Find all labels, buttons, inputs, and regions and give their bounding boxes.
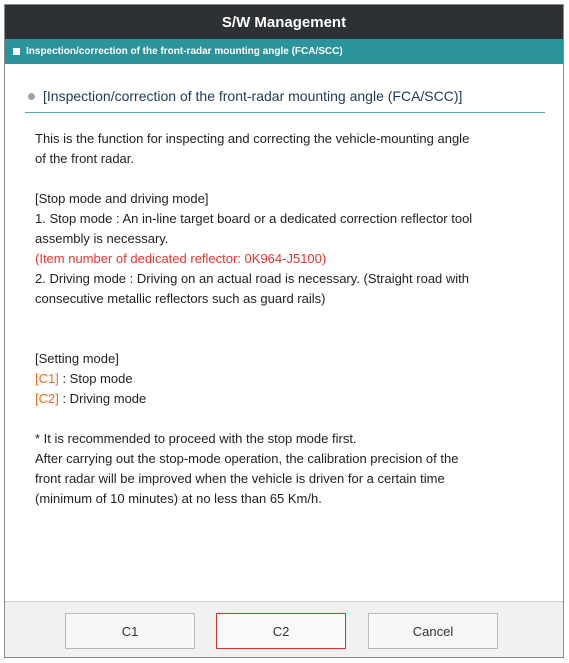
c2-key: [C2] xyxy=(35,391,59,406)
intro-line-2: of the front radar. xyxy=(35,151,135,166)
note-line-2: After carrying out the stop-mode operation, the calibration precision of the xyxy=(35,451,459,466)
dot-bullet-icon xyxy=(28,93,35,100)
setting-c1 xyxy=(35,369,545,389)
note-line-3: front radar will be improved when the vehicle is driven for a certain time xyxy=(35,471,445,486)
c1-desc: : Stop mode xyxy=(58,371,133,386)
driving-mode-line-1: 2. Driving mode : Driving on an actual road is necessary. (Straight road with xyxy=(35,271,470,286)
sw-management-dialog xyxy=(4,4,564,658)
modes-title: [Stop mode and driving mode] xyxy=(35,191,209,206)
button-bar xyxy=(5,601,563,657)
c2-desc: : Driving mode xyxy=(58,391,147,406)
cancel-button[interactable]: Cancel xyxy=(368,613,498,649)
c1-key: [C1] xyxy=(35,371,59,386)
content-area xyxy=(5,88,563,509)
stop-mode-line-1: 1. Stop mode : An in-line target board or a dedicated correction reflector tool xyxy=(35,211,473,226)
note-line-1: * It is recommended to proceed with the stop mode first. xyxy=(35,431,357,446)
setting-title: [Setting mode] xyxy=(35,351,119,366)
note-line-4: (minimum of 10 minutes) at no less than 65 Km/h. xyxy=(35,491,322,506)
intro-line-1: This is the function for inspecting and correcting the vehicle-mounting angle xyxy=(35,131,470,146)
stop-mode-line-2: assembly is necessary. xyxy=(35,231,169,246)
window-title: S/W Management xyxy=(5,5,563,39)
c2-button[interactable]: C2 xyxy=(216,613,346,649)
description xyxy=(25,113,545,509)
reflector-note: (Item number of dedicated reflector: 0K964-J5100) xyxy=(35,251,327,266)
setting-c2 xyxy=(35,389,545,409)
c1-button[interactable]: C1 xyxy=(65,613,195,649)
subheader-label: Inspection/correction of the front-radar mounting angle (FCA/SCC) xyxy=(26,46,343,57)
section-heading xyxy=(25,88,545,113)
section-heading-text: [Inspection/correction of the front-radar mounting angle (FCA/SCC)] xyxy=(43,88,463,104)
driving-mode-line-2: consecutive metallic reflectors such as guard rails) xyxy=(35,291,326,306)
subheader-bar xyxy=(5,39,563,64)
square-bullet-icon xyxy=(13,48,20,55)
